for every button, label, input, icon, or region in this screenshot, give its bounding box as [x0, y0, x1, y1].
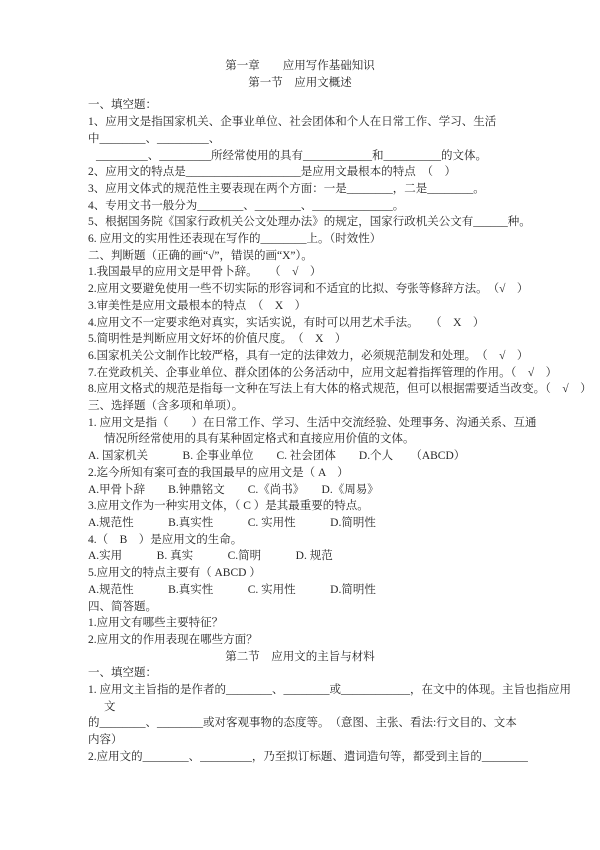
multiple-choice-section-heading: 三、选择题（含多项和单项）。	[88, 400, 244, 413]
choice-q4: 4.（ B ）是应用文的生命。	[88, 533, 243, 546]
choice-q3: 3.应用文作为一种实用文体，（ C ）是其最重要的特点。	[88, 500, 369, 513]
true-false-q1: 1.我国最早的应用文是甲骨卜辞。 （ √ ）	[88, 266, 322, 279]
choice-q4-options: A.实用 B. 真实 C.简明 D. 规范	[88, 550, 333, 563]
document-body	[0, 97, 600, 765]
true-false-q4: 4.应用文不一定要求绝对真实，实话实说，有时可以用艺术手法。 （ X ）	[88, 316, 485, 329]
fill-in-q3: 3、应用文体式的规范性主要表现在两个方面：一是________，二是________。	[88, 182, 485, 195]
chapter-title: 第一章 应用写作基础知识	[225, 60, 375, 72]
choice-q2: 2.迄今所知有案可查的我国最早的应用文是（ A ）	[88, 466, 349, 479]
choice-q1-options: A. 国家机关 B. 企事业单位 C. 社会团体 D.个人 （ABCD）	[88, 450, 466, 463]
fill-in-q4: 4、专用文书一般分为________、________、______________。	[88, 199, 405, 212]
section2-q2: 2.应用文的________、_________，乃至拟订标题、遣词造句等，都受到主旨的________	[88, 750, 528, 763]
choice-q5: 5.应用文的特点主要有（ ABCD ）	[88, 567, 261, 580]
short-answer-q2: 2.应用文的作用表现在哪些方面？	[88, 633, 258, 646]
fill-in-q1-line1: 1、应用文是指国家机关、企事业单位、社会团体和个人在日常工作、学习、生活	[88, 116, 497, 129]
section-title: 第一节 应用文概述	[248, 76, 352, 89]
fill-in-q1-line3: _________、_________所经常使用的具有____________和__________的文体。	[96, 149, 487, 162]
choice-q3-options: A.规范性 B.真实性 C. 实用性 D.简明性	[88, 516, 376, 529]
section2-q1-line2: 文	[104, 700, 116, 713]
section2-q1-line3: 的________、________或对客观事物的态度等。 （意图、主张、看法:行文目的、文本	[88, 717, 517, 730]
fill-in-q6: 6. 应用文的实用性还表现在写作的________上。（时效性）	[88, 233, 382, 246]
section2-fill-in-heading: 一、填空题：	[88, 667, 157, 680]
true-false-q5: 5.简明性是判断应用文好坏的价值尺度。 （ X ）	[88, 333, 347, 346]
choice-q1-line1: 1. 应用文是指（ ）在日常工作、学习、生活中交流经验、处理事务、沟通关系、互通	[88, 416, 537, 429]
fill-in-q5: 5、根据国务院《国家行政机关公文处理办法》的规定，国家行政机关公文有______种。	[88, 216, 531, 229]
short-answer-q1: 1.应用文有哪些主要特征？	[88, 617, 224, 630]
true-false-q3: 3.审美性是应用文最根本的特点 （ X ）	[88, 299, 307, 312]
section2-heading: 第二节 应用文的主旨与材料	[225, 650, 375, 663]
fill-in-q1-line2: 中________、_________、	[88, 132, 221, 145]
true-false-q6: 6.国家机关公文制作比较严格，具有一定的法律效力，必须规范制发和处理。 （ √ ）	[88, 349, 529, 362]
fill-in-section-heading: 一、填空题：	[88, 99, 157, 112]
true-false-q2: 2.应用文要避免使用一些不切实际的形容词和不适宜的比拟、夸张等修辞方法。 （√ ）	[88, 283, 529, 296]
true-false-q7: 7.在党政机关、企事业单位、群众团体的公务活动中，应用文起着指挥管理的作用。（ √ ）	[88, 366, 558, 379]
fill-in-q2: 2、应用文的特点是____________________是应用文最根本的特点 （ ）	[88, 166, 456, 179]
choice-q2-options: A.甲骨卜辞 B.钟鼎铭文 C.《尚书》 D.《周易》	[88, 483, 379, 496]
short-answer-section-heading: 四、简答题。	[88, 600, 157, 613]
true-false-q8: 8.应用文格式的规范是指每一文种在写法上有大体的格式规范，但可以根据需要适当改变。（ √ ）	[88, 383, 592, 396]
true-false-section-heading: 二、判断题（正确的画“√”，错误的画“X”）。	[88, 249, 313, 262]
section2-q1-line1: 1. 应用文主旨指的是作者的________、________或____________，在文中的体现。主旨也指应用	[88, 684, 571, 697]
section2-q1-line4: 内容）	[88, 734, 123, 747]
choice-q1-line2: 情况所经常使用的具有某种固定格式和直接应用价值的文体。	[104, 433, 415, 446]
choice-q5-options: A.规范性 B.真实性 C. 实用性 D.简明性	[88, 583, 376, 596]
